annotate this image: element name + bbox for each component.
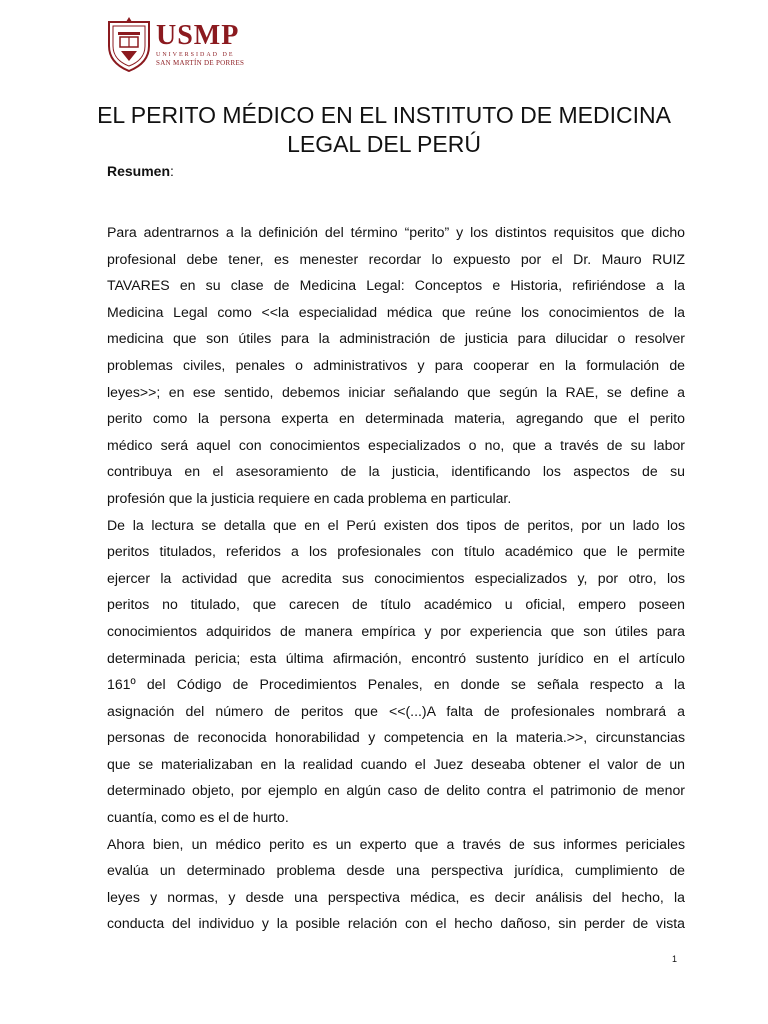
usmp-logo	[106, 16, 256, 76]
text-line: contribuya en el asesoramiento de la justicia, identificando los aspectos de su	[107, 463, 685, 480]
text-line: Medicina Legal como <<la especialidad médica que reúne los conocimientos de la	[107, 303, 685, 320]
text-line: medicina que son útiles para la administración de justicia para dilucidar o resolver	[107, 330, 685, 347]
text-line: TAVARES en su clase de Medicina Legal: Conceptos e Historia, refiriéndose a la	[107, 277, 685, 294]
title-line-1: EL PERITO MÉDICO EN EL INSTITUTO DE MEDICINA	[97, 102, 671, 128]
text-line: Ahora bien, un médico perito es un experto que a través de sus informes periciales	[107, 835, 685, 852]
text-line: ejercer la actividad que acredita sus conocimientos especializados y, por otro, los	[107, 569, 685, 586]
text-line: perito como la persona experta en determinada materia, agregando que el perito	[107, 410, 685, 427]
text-line: asignación del número de peritos que <<(...)A falta de profesionales nombrará a	[107, 702, 685, 719]
text-line: 161º del Código de Procedimientos Penales, en donde se señala respecto a la	[107, 676, 685, 693]
brand-name: USMP	[156, 20, 240, 51]
text-line: peritos no titulado, que carecen de título académico u oficial, empero poseen	[107, 596, 685, 613]
text-line: profesional debe tener, es menester recordar lo expuesto por el Dr. Mauro RUIZ	[107, 250, 685, 267]
resumen-colon: :	[170, 163, 174, 179]
text-line: peritos titulados, referidos a los profesionales con título académico que le permite	[107, 543, 685, 560]
brand-university: SAN MARTÍN DE PORRES	[156, 59, 245, 67]
text-line: cuantía, como es el de hurto.	[107, 809, 289, 826]
text-line: determinada pericia; esta última afirmación, encontró sustento jurídico en el artículo	[107, 649, 685, 666]
text-line: leyes>>; en ese sentido, debemos iniciar señalando que según la RAE, se define a	[107, 383, 685, 400]
text-line: profesión que la justicia requiere en cada problema en particular.	[107, 489, 512, 506]
document-title	[90, 101, 678, 159]
text-line: determinado objeto, por ejemplo en algún caso de delito contra el patrimonio de menor	[107, 782, 685, 799]
body-text	[107, 219, 685, 937]
text-line: conocimientos adquiridos de manera empírica y por experiencia que son útiles para	[107, 622, 685, 639]
text-line: personas de reconocida honorabilidad y competencia en la materia.>>, circunstancias	[107, 729, 685, 746]
text-line: De la lectura se detalla que en el Perú existen dos tipos de peritos, por un lado los	[107, 516, 685, 533]
text-line: evalúa un determinado problema desde una perspectiva jurídica, cumplimiento de	[107, 862, 685, 879]
text-line: conducta del individuo y la posible relación con el hecho dañoso, sin perder de vista	[107, 915, 685, 932]
resumen-heading	[107, 163, 174, 179]
text-line: leyes y normas, y desde una perspectiva médica, es decir análisis del hecho, la	[107, 888, 685, 905]
resumen-label: Resumen	[107, 163, 171, 179]
brand-subtitle: UNIVERSIDAD DE	[156, 52, 235, 58]
text-line: médico será aquel con conocimientos especializados o no, que a través de su labor	[107, 436, 685, 453]
text-line: Para adentrarnos a la definición del término “perito” y los distintos requisitos que dicho	[107, 224, 685, 240]
page-number: 1	[672, 954, 678, 964]
university-shield-icon	[106, 16, 152, 72]
text-line: problemas civiles, penales o administrativos y para cooperar en la formulación de	[107, 356, 685, 373]
title-line-2: LEGAL DEL PERÚ	[287, 131, 481, 157]
text-line: que se materializaban en la realidad cuando el Juez deseaba obtener el valor de un	[107, 755, 685, 772]
